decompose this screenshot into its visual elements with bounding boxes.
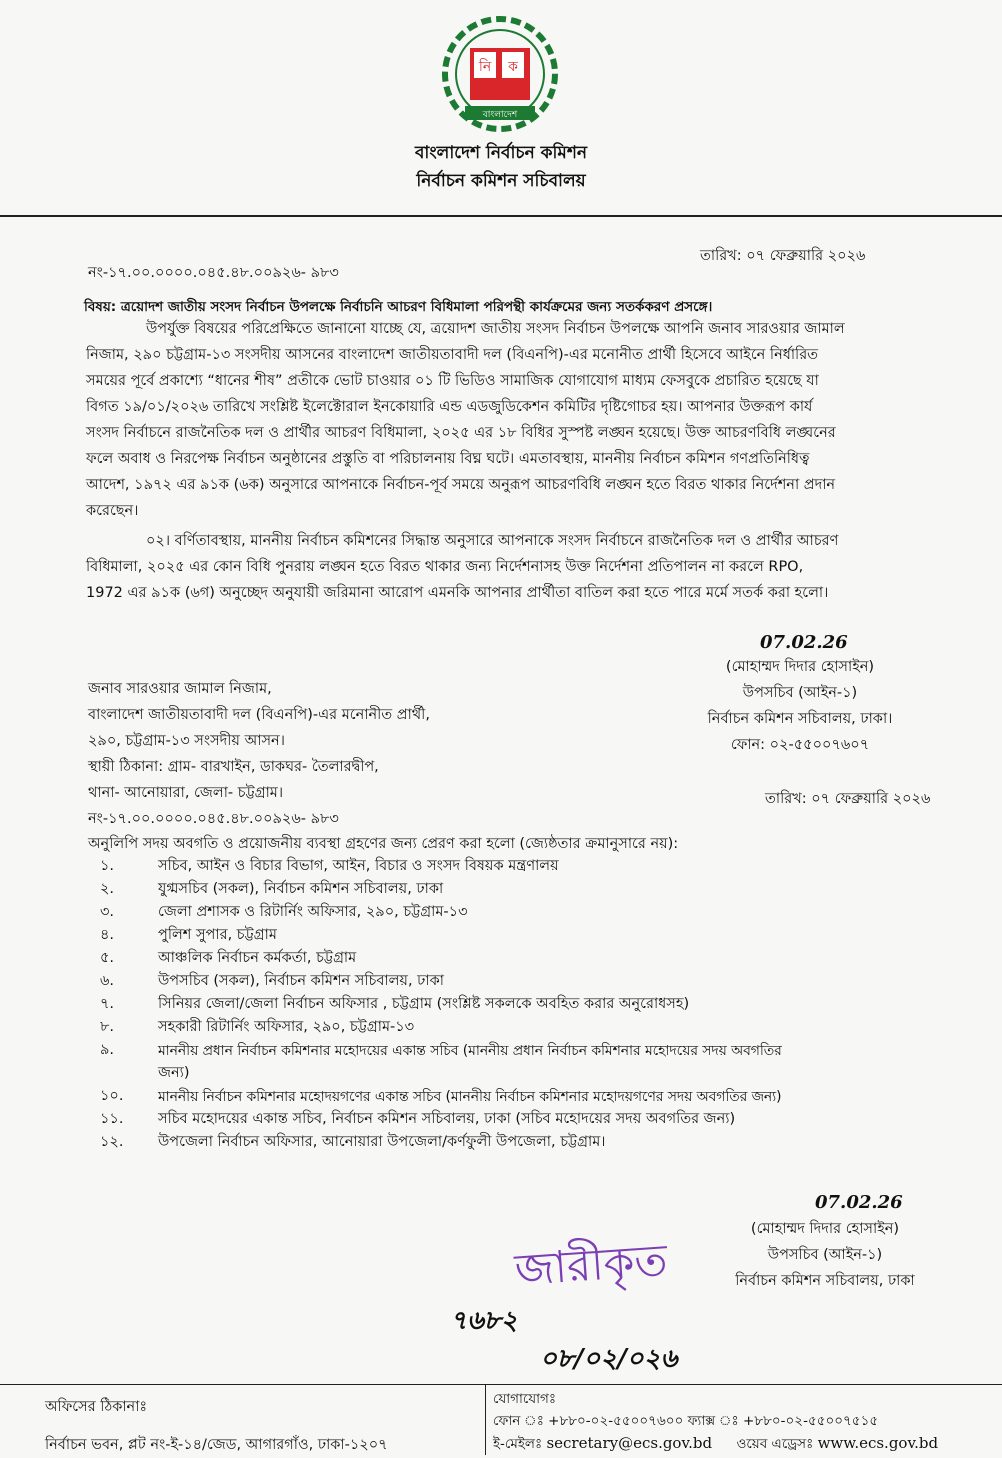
footer-web[interactable]: www.ecs.gov.bd (817, 1434, 939, 1452)
copy-ref-no: নং-১৭.০০.০০০০.০৪৫.৪৮.০০৯২৬- ৯৮৩ (88, 811, 339, 827)
signature-1-scribble: 07.02.26 (760, 632, 848, 653)
signature-2-block (690, 1216, 960, 1294)
list-item: ৫. আঞ্চলিক নির্বাচন কর্মকর্তা, চট্টগ্রাম (100, 949, 357, 966)
para1-line: সময়ের পূর্বে প্রকাশ্যে “ধানের শীষ” প্রতীকে ভোট চাওয়ার ০১ টি ভিডিও সামাজিক যোগাযোগ মাধ্যম ফেসবুকে প্রচারিত হয়েছে যা (86, 373, 819, 389)
addressee-line: জনাব সারওয়ার জামাল নিজাম, (88, 681, 272, 697)
footer-email-label: ই-মেইলঃ (493, 1436, 543, 1452)
election-commission-logo (440, 14, 560, 134)
footer-email-row (493, 1433, 938, 1456)
footer-office-label: অফিসের ঠিকানাঃ (45, 1399, 148, 1415)
footer-web-label: ওয়েব এড্রেসঃ (736, 1436, 814, 1452)
para1-line: আদেশ, ১৯৭২ এর ৯১ক (৬ক) অনুসারে আপনাকে নির্বাচন-পূর্ব সময়ে অনুরূপ আচরণবিধি লঙ্ঘন হতে বিরত থাকার নির্দেশনা প্রদান (86, 477, 836, 493)
addressee-block (88, 676, 430, 806)
signer-office: নির্বাচন কমিশন সচিবালয়, ঢাকা (735, 1273, 915, 1289)
copy-list (100, 855, 960, 1154)
signer-title: উপসচিব (আইন-১) (767, 1247, 883, 1263)
para1-line: সংসদ নির্বাচনে রাজনৈতিক দল ও প্রার্থীর আচরণ বিধিমালা, ২০২৫ এর ১৮ বিধির সুস্পষ্ট লঙ্ঘন হয়েছে। উক্ত আচরণবিধি লঙ্ঘনের (86, 425, 836, 441)
signer-office: নির্বাচন কমিশন সচিবালয়, ঢাকা। (707, 711, 893, 727)
list-item-continuation: জন্য) (158, 1064, 190, 1081)
memo-date: তারিখ: ০৭ ফেব্রুয়ারি ২০২৬ (700, 248, 866, 264)
footer-contact-label: যোগাযোগঃ (493, 1391, 557, 1407)
list-item: ৩. জেলা প্রশাসক ও রিটার্নিং অফিসার, ২৯০, চট্টগ্রাম-১৩ (100, 903, 468, 920)
logo-letter-left: নি (478, 59, 492, 75)
paragraph-2 (86, 528, 962, 606)
list-item: ১০. মাননীয় নির্বাচন কমিশনার মহোদয়গণের একান্ত সচিব (মাননীয় নির্বাচন কমিশনার মহোদয়গণের সদয় অবগতির জন্য) (100, 1087, 782, 1105)
logo-letter-right: ক (508, 59, 518, 75)
signer-name: (মোহাম্মদ দিদার হোসাইন) (750, 1221, 900, 1237)
signer-title: উপসচিব (আইন-১) (742, 685, 858, 701)
addressee-line: স্থায়ী ঠিকানা: গ্রাম- বারখাইন, ডাকঘর- তৈলারদ্বীপ, (88, 759, 379, 775)
logo-ribbon-text: বাংলাদেশ (482, 110, 518, 120)
paragraph-1 (86, 316, 962, 524)
list-item: ৭. সিনিয়র জেলা/জেলা নির্বাচন অফিসার , চট্টগ্রাম (সংশ্লিষ্ট সকলকে অবহিত করার অনুরোধসহ) (100, 995, 690, 1012)
addressee-line: ২৯০, চট্টগ্রাম-১৩ সংসদীয় আসন। (88, 733, 285, 749)
handwritten-number: ৭৬৮২ (450, 1306, 518, 1336)
memo-subject: বিষয়: ত্রয়োদশ জাতীয় সংসদ নির্বাচন উপলক্ষে নির্বাচনি আচরণ বিধিমালা পরিপন্থী কার্যক্রমের জন্য সতর্ককরণ প্রসঙ্গে। (84, 299, 713, 315)
list-item: ১১. সচিব মহোদয়ের একান্ত সচিব, নির্বাচন কমিশন সচিবালয়, ঢাকা (সচিব মহোদয়ের সদয় অবগতির জন্য) (100, 1110, 736, 1127)
para1-line: ফলে অবাধ ও নিরপেক্ষ নির্বাচন অনুষ্ঠানের প্রস্তুতি বা পরিচালনায় বিঘ্ন ঘটে। এমতাবস্থায়, মাননীয় নির্বাচন কমিশন গণপ্রতিনিধিত্ব (86, 451, 810, 467)
footer-email[interactable]: secretary@ecs.gov.bd (546, 1434, 713, 1452)
signature-1-block (660, 654, 940, 758)
signer-name: (মোহাম্মদ দিদার হোসাইন) (725, 659, 875, 675)
para1-line: উপর্যুক্ত বিষয়ের পরিপ্রেক্ষিতে জানানো যাচ্ছে যে, ত্রয়োদশ জাতীয় সংসদ নির্বাচন উপলক্ষে আপনি জনাব সারওয়ার জামাল (146, 321, 845, 337)
list-item: ৮. সহকারী রিটার্নিং অফিসার, ২৯০, চট্টগ্রাম-১৩ (100, 1018, 415, 1035)
para2-line: 1972 এর ৯১ক (৬গ) অনুচ্ছেদ অনুযায়ী জরিমানা আরোপ এমনকি আপনার প্রার্থীতা বাতিল করা হতে পারে মর্মে সতর্ক করা হলো। (86, 585, 829, 601)
handwritten-date: ০৮/০২/০২৬ (540, 1344, 678, 1374)
list-item: ৯. মাননীয় প্রধান নির্বাচন কমিশনার মহোদয়ের একান্ত সচিব (মাননীয় প্রধান নির্বাচন কমিশনার মহোদয়ের সদয় অবগতির (100, 1041, 782, 1059)
org-name: বাংলাদেশ নির্বাচন কমিশন (414, 143, 588, 163)
list-item: ১২. উপজেলা নির্বাচন অফিসার, আনোয়ারা উপজেলা/কর্ণফুলী উপজেলা, চট্টগ্রাম। (100, 1133, 606, 1150)
footer-phone-fax: ফোন ঃ +৮৮০-০২-৫৫০০৭৬০০ ফ্যাক্স ঃ +৮৮০-০২-৫৫০০৭৫১৫ (493, 1413, 879, 1429)
para1-line: নিজাম, ২৯০ চট্টগ্রাম-১৩ সংসদীয় আসনের বাংলাদেশ জাতীয়তাবাদী দল (বিএনপি)-এর মনোনীত প্রার্থী হিসেবে আইনে নির্ধারিত (86, 347, 819, 363)
footer-column-divider (485, 1385, 486, 1455)
para2-line: বিধিমালা, ২০২৫ এর কোন বিধি পুনরায় লঙ্ঘন হতে বিরত থাকার জন্য নির্দেশনাসহ উক্ত নির্দেশনা প্রতিপালন না করলে RPO, (86, 559, 804, 575)
list-item: ২. যুগ্মসচিব (সকল), নির্বাচন কমিশন সচিবালয়, ঢাকা (100, 880, 444, 897)
copy-intro: অনুলিপি সদয় অবগতি ও প্রয়োজনীয় ব্যবস্থা গ্রহণের জন্য প্রেরণ করা হলো (জ্যেষ্ঠতার ক্রমানুসারে নয়): (88, 836, 679, 852)
para1-line: করেছেন। (86, 503, 139, 519)
list-item: ৪. পুলিশ সুপার, চট্টগ্রাম (100, 926, 277, 943)
footer-divider (0, 1384, 1002, 1385)
issued-stamp: জারীকৃত (513, 1234, 670, 1297)
para2-line: ০২। বর্ণিতাবস্থায়, মাননীয় নির্বাচন কমিশনের সিদ্ধান্ত অনুসারে আপনাকে সংসদ নির্বাচনে রাজনৈতিক দল ও প্রার্থীর আচরণ (146, 533, 839, 549)
signer-phone: ফোন: ০২-৫৫০০৭৬০৭ (730, 737, 870, 753)
header-divider (0, 215, 1002, 217)
footer-office-address: নির্বাচন ভবন, প্লট নং-ই-১৪/জেড, আগারগাঁও, ঢাকা-১২০৭ (45, 1437, 388, 1453)
copy-date: তারিখ: ০৭ ফেব্রুয়ারি ২০২৬ (765, 791, 931, 807)
addressee-line: থানা- আনোয়ারা, জেলা- চট্টগ্রাম। (88, 785, 284, 801)
signature-2-scribble: 07.02.26 (815, 1192, 903, 1213)
para1-line: বিগত ১৯/০১/২০২৬ তারিখে সংশ্লিষ্ট ইলেক্টোরাল ইনকোয়ারি এন্ড এডজুডিকেশন কমিটির দৃষ্টিগোচর হয়। আপনার উক্তরূপ কার্য (86, 399, 813, 415)
addressee-line: বাংলাদেশ জাতীয়তাবাদী দল (বিএনপি)-এর মনোনীত প্রার্থী, (88, 707, 430, 723)
list-item: ১. সচিব, আইন ও বিচার বিভাগ, আইন, বিচার ও সংসদ বিষয়ক মন্ত্রণালয় (100, 857, 559, 874)
memo-ref-no: নং-১৭.০০.০০০০.০৪৫.৪৮.০০৯২৬- ৯৮৩ (88, 265, 339, 281)
list-item: ৬. উপসচিব (সকল), নির্বাচন কমিশন সচিবালয়, ঢাকা (100, 972, 444, 989)
org-sub: নির্বাচন কমিশন সচিবালয় (416, 171, 586, 191)
